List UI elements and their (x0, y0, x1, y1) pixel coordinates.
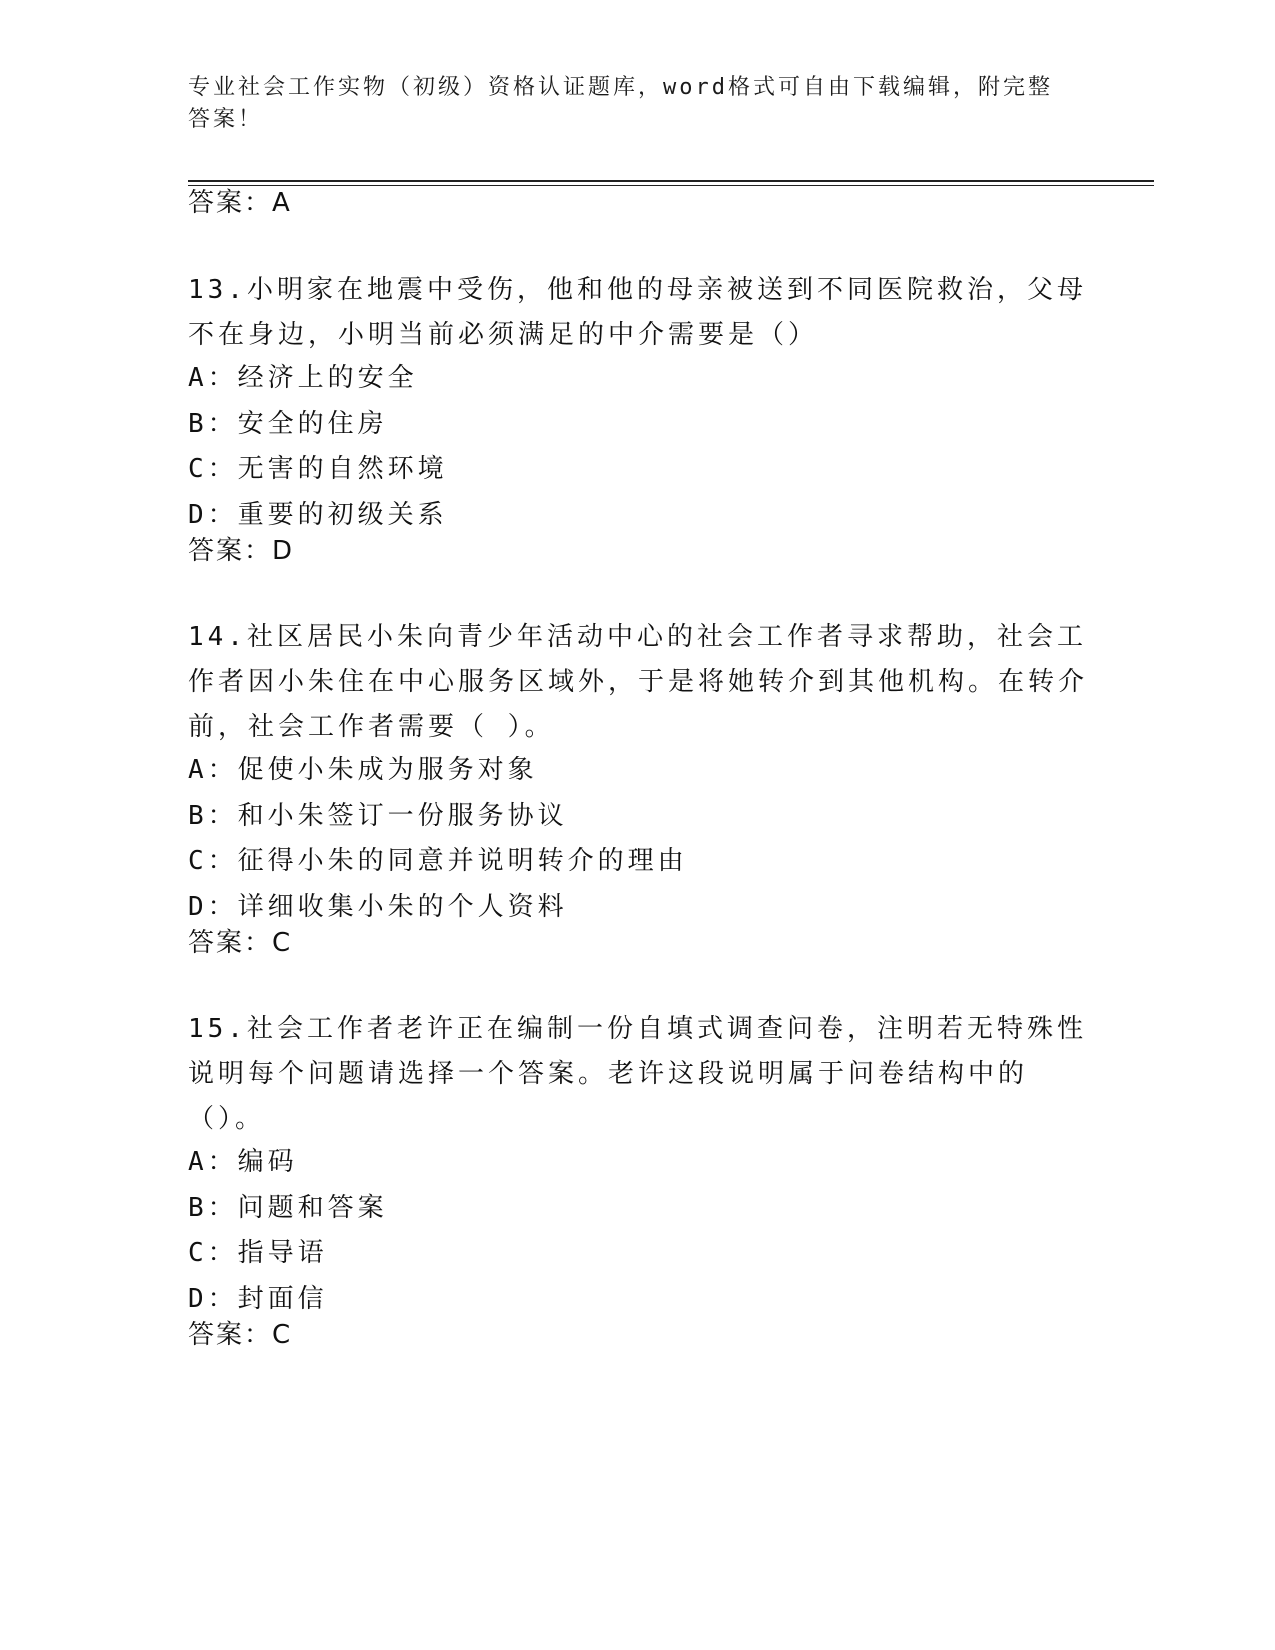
question-14 (188, 615, 1088, 750)
question-15-options (188, 1140, 1088, 1322)
option-d: D：重要的初级关系 (188, 499, 448, 530)
question-15 (188, 1007, 1088, 1142)
answer-line: 答案：C (188, 928, 293, 958)
question-13-options (188, 356, 1088, 538)
option-a: A：编码 (188, 1147, 298, 1177)
option-c: C：指导语 (188, 1238, 328, 1268)
option-c: C：无害的自然环境 (188, 454, 448, 484)
option-c: C：征得小朱的同意并说明转介的理由 (188, 846, 688, 876)
header-divider (188, 180, 1154, 182)
option-b: B：安全的住房 (188, 408, 388, 439)
option-d: D：详细收集小朱的个人资料 (188, 891, 568, 922)
question-14-options (188, 748, 1088, 930)
option-a: A：经济上的安全 (188, 363, 418, 393)
question-13 (188, 268, 1088, 358)
question-text: 15.社会工作者老许正在编制一份自填式调查问卷，注明若无特殊性说明每个问题请选择一个答案。老许这段说明属于问卷结构中的（）。 (188, 1014, 1087, 1134)
question-text: 14.社区居民小朱向青少年活动中心的社会工作者寻求帮助，社会工作者因小朱住在中心服务区域外，于是将她转介到其他机构。在转介前，社会工作者需要（ ）。 (188, 622, 1089, 742)
option-d: D：封面信 (188, 1283, 328, 1314)
answer-line: 答案：C (188, 1320, 293, 1350)
header-divider-thin (188, 185, 1154, 186)
document-header: 专业社会工作实物（初级）资格认证题库，word格式可自由下载编辑，附完整答案！ (188, 75, 1053, 132)
option-b: B：和小朱签订一份服务协议 (188, 800, 568, 831)
option-a: A：促使小朱成为服务对象 (188, 755, 538, 785)
answer-line: 答案：A (188, 188, 292, 218)
option-b: B：问题和答案 (188, 1192, 388, 1223)
answer-line: 答案：D (188, 536, 295, 566)
question-text: 13.小明家在地震中受伤，他和他的母亲被送到不同医院救治，父母不在身边，小明当前必须满足的中介需要是（） (188, 275, 1087, 350)
